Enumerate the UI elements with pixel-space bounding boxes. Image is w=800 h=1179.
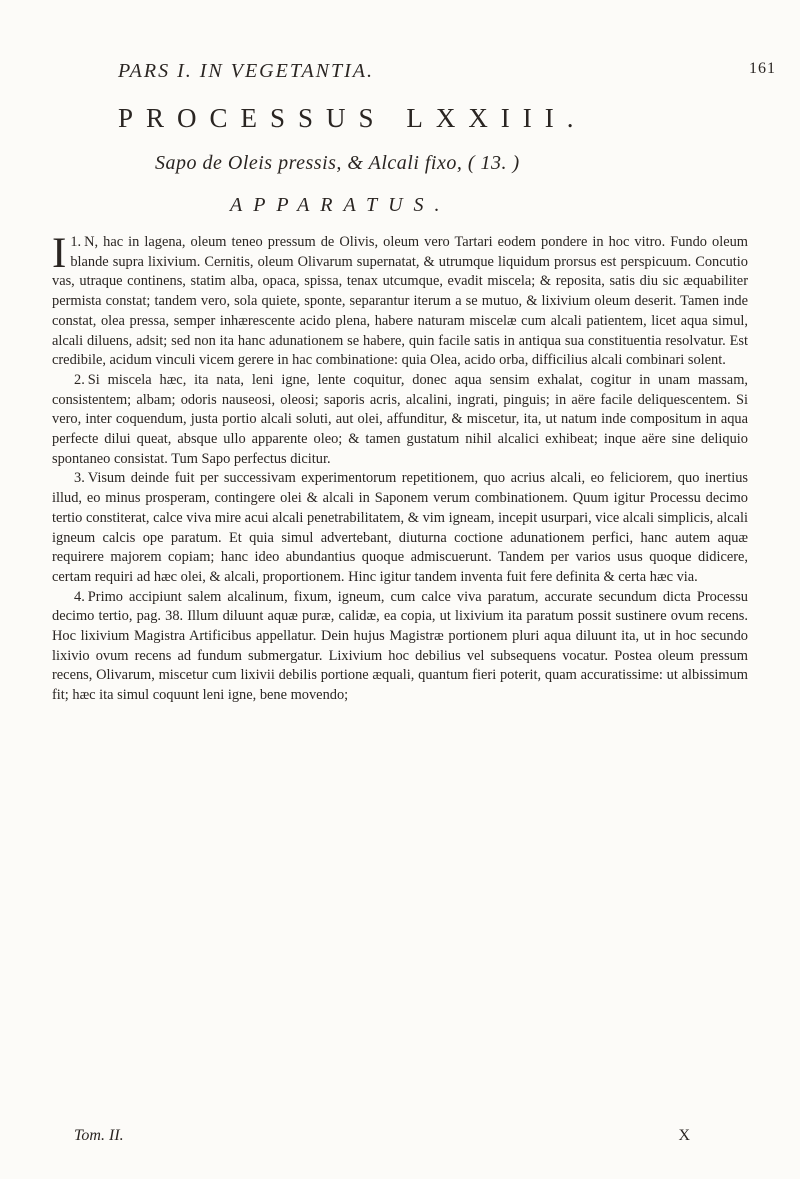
paragraph-1 [52,230,748,371]
process-subtitle: Sapo de Oleis pressis, & Alcali fixo, ( 13. ) [155,152,520,174]
page-number: 161 [749,60,776,77]
tome-label: Tom. II. [74,1127,124,1144]
paragraph-4 [52,588,748,706]
drop-cap-initial: I [52,230,67,277]
signature-mark: X [678,1127,690,1144]
running-head-title: PARS I. IN VEGETANTIA. [118,60,375,82]
paragraph-text: Visum deinde fuit per successivam experimentorum repetitionem, quo acrius alcali, eo feliciorem, quo inertius illud, eo minus prosperam, contingere olei & alcali in Saponem verum combinationem. Quum igitur Processu decimo tertio constiterat, calce viva mire acui alcali penetrabilitatem, & vim igneam, incepit usurpari, vice alcali simplicis, alcali igneum calcis ope paratum. Et quia simul advertebant, diuturna coctione adunationem perfici, hanc autem aquæ requirere majorem copiam; hanc ideo abundantius quoque admiscuerunt. Tandem per varios usus quoque didicere, certam requiri ad hæc olei, & alcali, proportionem. Hinc igitur tandem inventa fuit fere definita & certa hæc via. [52,470,748,585]
paragraph-number: 4. [74,588,85,605]
running-head [118,60,776,84]
paragraph-text: Si miscela hæc, ita nata, leni igne, lente coquitur, donec aqua sensim exhalat, cogitur in unam massam, consistentem; albam; odoris nauseosi, oleosi; saporis acris, alcalini, ingrati, pinguis; in aëre facile deliquescentem. Si vero, inter coquendum, justa portio alcali soluti, aut olei, affunditur, & miscetur, ita, ut natum inde compositum in aqua perfecte dilui queat, absque ullo apparente oleo; & tamen gustatum nihil alcalici exhibeat; inque aëre sine deliquio spontaneo consistat. Tum Sapo perfectus dicitur. [52,371,748,467]
paragraph-number: 1. [70,234,82,250]
paragraph-text: Primo accipiunt salem alcalinum, fixum, igneum, cum calce viva paratum, accurate secundum dicta Processu decimo tertio, pag. 38. Illum diluunt aquæ puræ, calidæ, ea copia, ut lixivium ita paratum possit sustinere ovum recens. Hoc lixivium Magistra Artificibus appellatur. Dein hujus Magistræ portionem pluri aqua diluunt ita, ut in hoc secundo lixivio ovum recens ad fundum submergatur. Lixivium hoc debilius vel subsequens vocatur. Postea oleum pressum recens, Olivarum, miscetur cum lixivii debilis portione æquali, quantum fieri poterit, quam accuratissime: ut albissimum fit; hæc ita simul coquunt leni igne, bene movendo; [52,588,748,704]
paragraph-3 [52,469,748,587]
process-heading: PROCESSUS LXXIII. [118,103,587,133]
paragraph-2 [52,371,748,470]
paragraph-text: N, hac in lagena, oleum teneo pressum de Olivis, oleum vero Tartari eodem pondere in hoc vitro. Fundo oleum blande supra lixivium. Cernitis, oleum Olivarum supernatat, & utrumque liquidum prorsus est perspicuum. Concutio vas, utraque continens, statim alba, opaca, spissa, tenax utcumque, evadit miscela; & reposita, satis diu sic æquabiliter permista constat; tandem vero, sola quiete, sponte, separantur iterum a se mutuo, & lixivium oleum deserit. Tamen inde constat, olea pressa, semper inhærescente acido plena, habere naturam miscelæ cum alcali patientem, licet aqua simul, alcali diluens, adsit; sed non ita hanc adunationem se habere, quin facile satis in antiqua sua constituentia resolvatur. Est credibile, acidum vinculi vicem gerere in hac combinatione: quia Olea, acido orba, difficilius alcali combinari solent. [52,234,748,369]
body-text [52,230,748,706]
paragraph-number: 3. [74,470,85,487]
page-footer [52,1127,748,1151]
paragraph-number: 2. [74,371,85,388]
apparatus-heading: APPARATUS. [230,194,451,216]
